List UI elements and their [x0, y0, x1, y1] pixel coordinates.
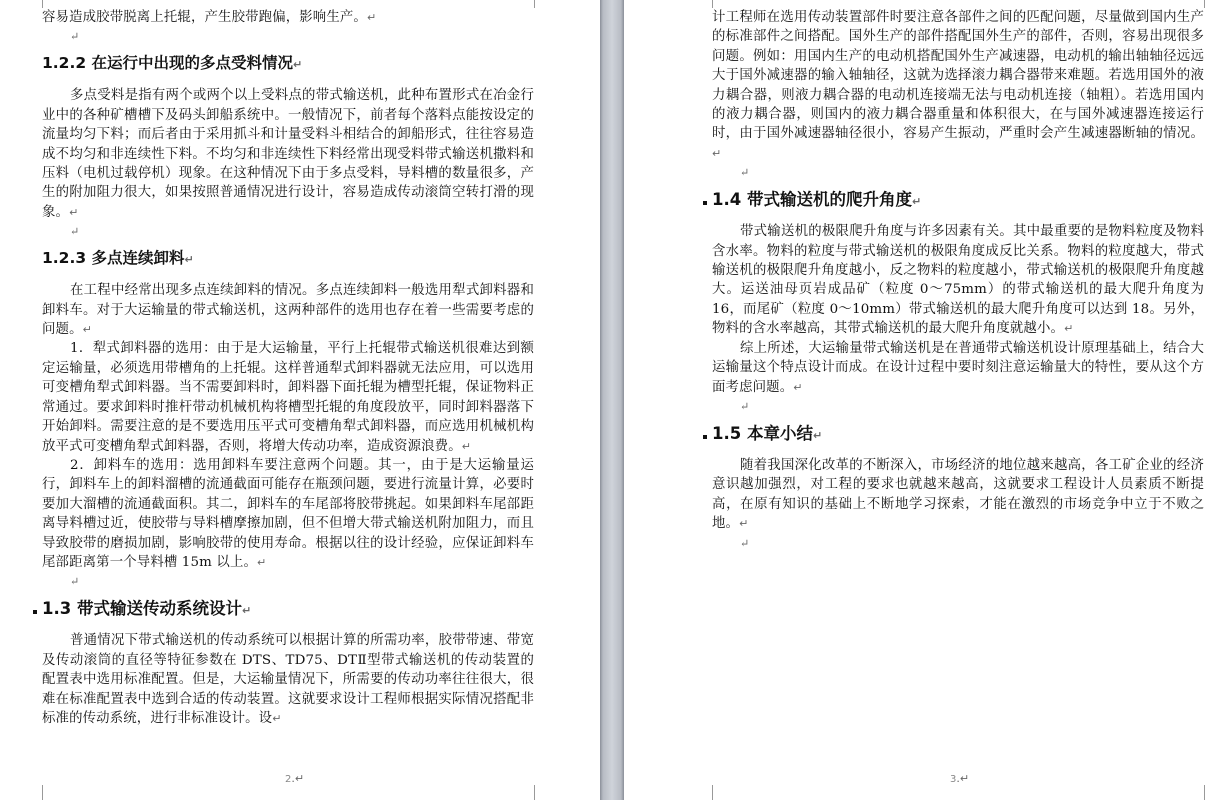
heading-bullet-icon — [703, 201, 707, 205]
paragraph-text: 容易造成胶带脱离上托辊，产生胶带跑偏，影响生产。 — [42, 10, 367, 25]
paragraph-mark: ↵ — [82, 323, 92, 337]
crop-mark — [712, 0, 713, 8]
paragraph-mark: ↵ — [293, 58, 303, 72]
empty-paragraph[interactable]: ↵ — [70, 30, 80, 44]
body-paragraph[interactable] — [42, 86, 534, 222]
paragraph-text: 综上所述，大运输量带式输送机是在普通带式输送机设计原理基础上，结合大运输量这个特点设计而成。在设计过程中要时刻注意运输量大的特性，要从这个方面考虑问题。 — [712, 340, 1204, 395]
paragraph-mark: ↵ — [272, 711, 282, 725]
paragraph-text: 在工程中经常出现多点连续卸料的情况。多点连续卸料一般选用犁式卸料器和卸料车。对于大运输量的带式输送机，这两种部件的选用也存在着一些需要考虑的问题。 — [42, 283, 534, 338]
body-paragraph[interactable] — [42, 339, 534, 455]
body-paragraph[interactable] — [42, 8, 534, 27]
empty-paragraph[interactable]: ↵ — [70, 225, 80, 239]
empty-paragraph[interactable]: ↵ — [740, 536, 750, 550]
heading-text: 1.4 带式输送机的爬升角度 — [712, 190, 912, 210]
paragraph-mark: ↵ — [793, 380, 803, 394]
heading-text: 1.2.2 在运行中出现的多点受料情况 — [42, 54, 294, 73]
paragraph-text: 普通情况下带式输送机的传动系统可以根据计算的所需功率，胶带带速、带宽及传动滚筒的直径等特征参数在 DTS、TD75、DTⅡ型带式输送机的传动装置的配置表中选用标准配置。但是，大运输量情况下，所需要的传动功率往往很大，很难在标准配置表中选到合适的传动装置。这就要求设计工程师根据实际情况搭配非标准的传动系统，进行非标准设计。设 — [42, 633, 534, 726]
paragraph-mark: ↵ — [461, 439, 472, 453]
paragraph-mark: ↵ — [241, 604, 252, 618]
crop-mark — [1204, 785, 1205, 800]
chapter-section-heading[interactable] — [42, 597, 534, 623]
crop-mark — [42, 0, 43, 8]
page-gutter — [600, 0, 624, 800]
empty-paragraph[interactable]: ↵ — [70, 575, 80, 589]
page-text-body[interactable] — [42, 8, 534, 728]
body-paragraph[interactable] — [42, 456, 534, 572]
heading-text: 1.2.3 多点连续卸料 — [42, 249, 185, 268]
document-page-left — [0, 0, 600, 800]
heading-text: 1.3 带式输送传动系统设计 — [42, 599, 242, 619]
paragraph-text: 随着我国深化改革的不断深入，市场经济的地位越来越高，各工矿企业的经济意识越加强烈，对工程的要求也就越来越高，这就要求工程设计人员素质不断提高，在原有知识的基础上不断地学习探索，才能在激烈的市场竞争中立于不败之地。 — [712, 457, 1204, 532]
section-heading[interactable] — [42, 247, 534, 271]
page-number: 2.↵ — [285, 772, 305, 785]
chapter-section-heading[interactable] — [712, 188, 1204, 214]
paragraph-mark: ↵ — [712, 146, 722, 160]
heading-text: 1.5 本章小结 — [712, 423, 813, 443]
heading-bullet-icon — [703, 435, 707, 439]
crop-mark — [712, 785, 713, 800]
paragraph-text: 带式输送机的极限爬升角度与许多因素有关。其中最重要的是物料粒度及物料含水率。物料的粒度与带式输送机的极限角度成反比关系。物料的粒度越大，带式输送机的极限爬升角度越小，反之物料的粒度越小，带式输送机的极限爬升角度越大。运送油母页岩成品矿（粒度 0～75mm）的带式输送机的最大爬升角度为 16，而尾矿（粒度 0～10mm）带式输送机的最大爬升角度可以达到 18。另外，物料的含水率越高，其带式输送机的最大爬升角度就越小。 — [712, 224, 1204, 337]
paragraph-mark: ↵ — [366, 11, 377, 24]
heading-bullet-icon — [33, 610, 37, 614]
body-paragraph[interactable] — [42, 281, 534, 339]
crop-mark — [534, 0, 535, 8]
empty-paragraph[interactable]: ↵ — [740, 166, 750, 180]
paragraph-mark: ↵ — [911, 195, 922, 209]
body-paragraph[interactable] — [712, 456, 1204, 534]
paragraph-mark: ↵ — [812, 428, 823, 442]
page-number: 3.↵ — [950, 772, 970, 785]
section-heading[interactable] — [42, 52, 534, 76]
paragraph-mark: ↵ — [739, 517, 749, 531]
page-text-body[interactable] — [712, 8, 1204, 553]
body-paragraph[interactable] — [712, 339, 1204, 397]
paragraph-mark: ↵ — [1064, 322, 1074, 336]
chapter-section-heading[interactable] — [712, 422, 1204, 448]
empty-paragraph[interactable]: ↵ — [740, 399, 750, 413]
crop-mark — [42, 785, 43, 800]
paragraph-mark: ↵ — [184, 253, 194, 267]
document-page-right — [624, 0, 1207, 800]
paragraph-text: 多点受料是指有两个或两个以上受料点的带式输送机，此种布置形式在冶金行业中的各种矿槽槽下及码头卸船系统中。一般情况下，前者每个落料点能按设定的流量均匀下料；而后者由于采用抓斗和计量受料斗相结合的卸船形式，往往容易造成不均匀和非连续性下料。不均匀和非连续性下料经常出现受料带式输送机撒料和压料（电机过载停机）现象。在这种情况下由于多点受料，导料槽的数量很多，产生的附加阻力很大，如果按照普通情况进行设计，容易造成传动滚筒空转打滑的现象。 — [42, 88, 534, 220]
body-paragraph[interactable] — [712, 8, 1204, 163]
crop-mark — [534, 785, 535, 800]
body-paragraph[interactable] — [42, 631, 534, 728]
paragraph-text: 1．犁式卸料器的选用：由于是大运输量，平行上托辊带式输送机很难达到额定运输量，必须选用带槽角的上托辊。这样普通犁式卸料器就无法应用，可以选用可变槽角犁式卸料器。当不需要卸料时，卸料器下面托辊为槽型托辊，保证物料正常通过。要求卸料时推杆带动机械机构将槽型托辊的角度段放平，同时卸料器落下开始卸料。需要注意的是不要选用压平式可变槽角犁式卸料器，而应选用机械机构放平式可变槽角犁式卸料器，否则，将增大传动功率，造成资源浪费。 — [42, 341, 534, 454]
crop-mark — [1204, 0, 1205, 8]
paragraph-text: 计工程师在选用传动装置部件时要注意各部件之间的匹配问题，尽量做到国内生产的标准部件之间搭配。国外生产的部件搭配国外生产的部件，否则，容易出现很多问题。例如：用国内生产的电动机搭配国外生产减速器，电动机的输出轴轴径远远大于国外减速器的输入轴轴径，这就为选择滚力耦合器带来难题。若选用国外的液力耦合器，则液力耦合器的电动机连接端无法与电动机连接（轴粗）。若选用国内的液力耦合器，则国内的液力耦合器重量和体积很大，在与国外减速器连接运行时，由于国外减速器轴径很小，容易产生振动，严重时会产生减速器断轴的情况。 — [712, 10, 1204, 142]
body-paragraph[interactable] — [712, 222, 1204, 338]
paragraph-mark: ↵ — [257, 555, 267, 569]
paragraph-mark: ↵ — [69, 205, 79, 219]
paragraph-text: 2．卸料车的选用：选用卸料车要注意两个问题。其一，由于是大运输量运行，卸料车上的卸料溜槽的流通截面可能存在瓶颈问题，要进行流量计算，必要时要加大溜槽的流通截面积。其二，卸料车的车尾部将胶带挑起。如果卸料车尾部距离导料槽过近，使胶带与导料槽摩擦加剧，但不但增大带式输送机附加阻力，而且导致胶带的磨损加剧，影响胶带的使用寿命。根据以往的设计经验，应保证卸料车尾部距离第一个导料槽 15m 以上。 — [42, 457, 534, 570]
